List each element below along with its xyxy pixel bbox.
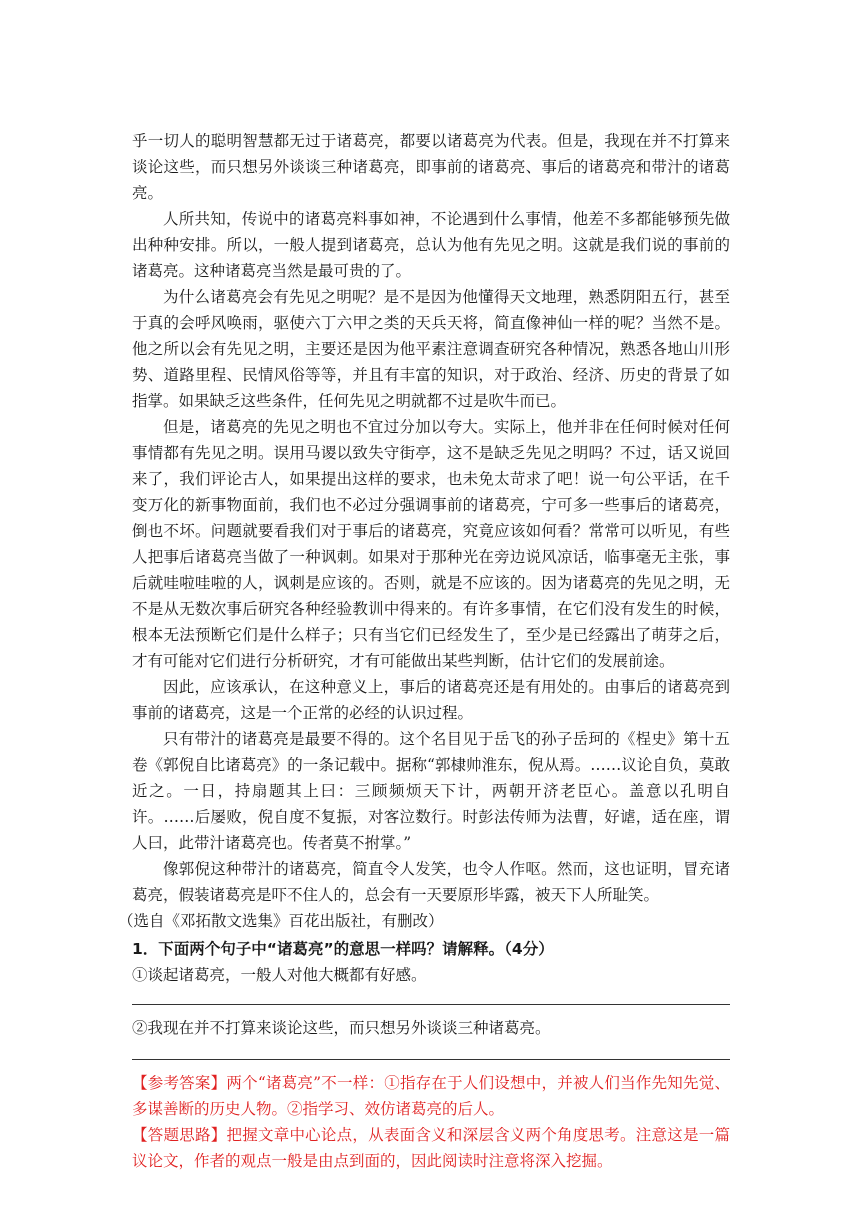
passage-paragraph-3: 为什么诸葛亮会有先见之明呢？是不是因为他懂得天文地理，熟悉阴阳五行，甚至于真的会呼风唤雨，驱使六丁六甲之类的天兵天将，简直像神仙一样的呢？当然不是。他之所以会有先见之明，主要还是因为他平素注意调查研究各种情况，熟悉各地山川形势、道路里程、民情风俗等等，并且有丰富的知识，对于政治、经济、历史的背景了如指掌。如果缺乏这些条件，任何先见之明就都不过是吹牛而已。 [132,288,730,410]
answer-approach-tag: 【答题思路】 [132,1126,227,1144]
answer-line-1 [132,1004,730,1005]
question-sentence-1: ①谈起诸葛亮，一般人对他大概都有好感。 [132,966,427,984]
passage-source: （选自《邓拓散文选集》百花出版社，有删改） [118,912,444,930]
document-page [118,128,730,1174]
passage-paragraph-5: 因此，应该承认，在这种意义上，事后的诸葛亮还是有用处的。由事后的诸葛亮到事前的诸葛亮，这是一个正常的必经的认识过程。 [132,678,730,722]
question-sentence-2: ②我现在并不打算来谈论这些，而只想另外谈谈三种诸葛亮。 [132,1019,551,1037]
reference-answer-text: 两个“诸葛亮”不一样：①指存在于人们设想中，并被人们当作先知先觉、多谋善断的历史人物。②指学习、效仿诸葛亮的后人。 [132,1074,730,1118]
answer-approach [132,1122,730,1174]
passage-paragraph-6: 只有带汁的诸葛亮是最要不得的。这个名目见于岳飞的孙子岳珂的《桯史》第十五卷《郭倪自比诸葛亮》的一条记载中。据称“郭棣帅淮东，倪从焉。……议论自负，莫敢近之。一日，持扇题其上曰：三顾频烦天下计，两朝开济老臣心。盖意以孔明自许。……后屡败，倪自度不复振，对客泣数行。时彭法传师为法曹，好谑，适在座，谓人曰，此带汁诸葛亮也。传者莫不拊掌。” [132,730,730,852]
passage-paragraph-4: 但是，诸葛亮的先见之明也不宜过分加以夸大。实际上，他并非在任何时候对任何事情都有先见之明。误用马谡以致失守街亭，这不是缺乏先见之明吗？不过，话又说回来了，我们评论古人，如果提出这样的要求，也未免太苛求了吧！说一句公平话，在千变万化的新事物面前，我们也不必过分强调事前的诸葛亮，宁可多一些事后的诸葛亮，倒也不坏。问题就要看我们对于事后的诸葛亮，究竟应该如何看？常常可以听见，有些人把事后诸葛亮当做了一种讽刺。如果对于那种光在旁边说风凉话，临事毫无主张，事后就哇啦哇啦的人，讽刺是应该的。否则，就是不应该的。因为诸葛亮的先见之明，无不是从无数次事后研究各种经验教训中得来的。有许多事情，在它们没有发生的时候，根本无法预断它们是什么样子；只有当它们已经发生了，至少是已经露出了萌芽之后，才有可能对它们进行分析研究，才有可能做出某些判断，估计它们的发展前途。 [132,418,730,670]
answer-line-2 [132,1059,730,1060]
passage-paragraph-2: 人所共知，传说中的诸葛亮料事如神，不论遇到什么事情，他差不多都能够预先做出种种安排。所以，一般人提到诸葛亮，总认为他有先见之明。这就是我们说的事前的诸葛亮。这种诸葛亮当然是最可贵的了。 [132,210,730,280]
passage-paragraph-1: 乎一切人的聪明智慧都无过于诸葛亮，都要以诸葛亮为代表。但是，我现在并不打算来谈论这些，而只想另外谈谈三种诸葛亮，即事前的诸葛亮、事后的诸葛亮和带汁的诸葛亮。 [132,132,730,202]
passage-paragraph-7: 像郭倪这种带汁的诸葛亮，简直令人发笑，也令人作呕。然而，这也证明，冒充诸葛亮，假装诸葛亮是吓不住人的，总会有一天要原形毕露，被天下人所耻笑。 [132,860,730,904]
reference-answer-tag: 【参考答案】 [132,1074,227,1092]
answer-approach-text: 把握文章中心论点，从表面含义和深层含义两个角度思考。注意这是一篇议论文，作者的观点一般是由点到面的，因此阅读时注意将深入挖掘。 [132,1126,730,1170]
question-title: 1．下面两个句子中“诸葛亮”的意思一样吗？请解释。（4分） [132,940,554,958]
reference-answer [132,1070,730,1122]
